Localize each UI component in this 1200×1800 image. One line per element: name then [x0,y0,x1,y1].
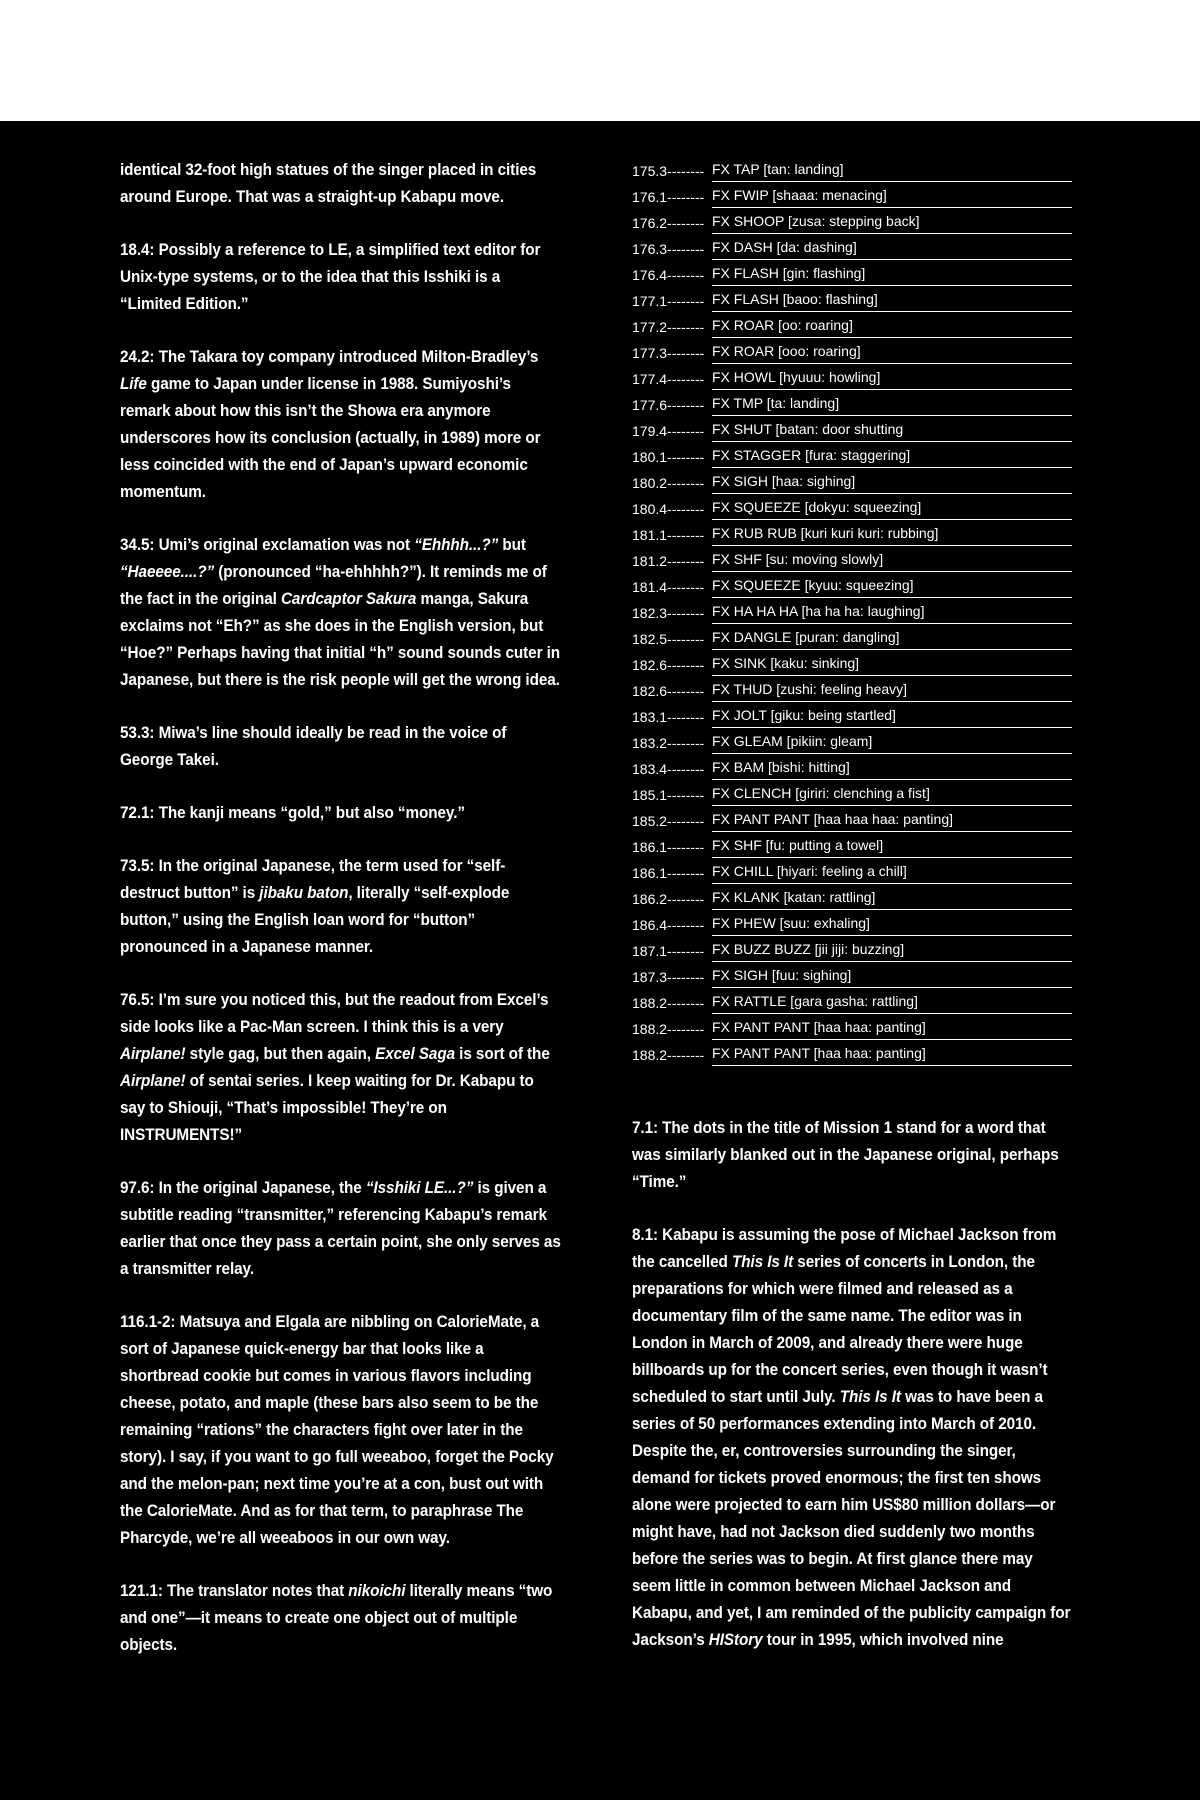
fx-row [632,208,1072,234]
fx-page-ref [632,681,712,702]
fx-page-number: 180.2 [632,475,668,491]
fx-description: FX KLANK [katan: rattling] [712,887,1072,910]
translation-note [120,531,561,693]
fx-description: FX JOLT [giku: being startled] [712,705,1072,728]
note-italic-text: Life [120,374,147,393]
fx-page-number: 182.6 [632,683,668,699]
fx-page-ref [632,759,712,780]
fx-page-ref [632,213,712,234]
fx-leader-dashes: -------- [667,891,705,907]
fx-description: FX TAP [tan: landing] [712,159,1072,182]
fx-page-ref [632,447,712,468]
fx-row [632,572,1072,598]
fx-page-ref [632,369,712,390]
fx-description: FX PHEW [suu: exhaling] [712,913,1072,936]
translation-note [120,1308,561,1551]
fx-page-number: 176.1 [632,189,668,205]
note-text: is given a subtitle reading “transmitter,” referencing Kabapu’s remark earlier that once they pass a certain point, she only serves as a transmitter relay. [120,1178,561,1278]
right-notes [632,1114,1072,1653]
fx-description: FX CHILL [hiyari: feeling a chill] [712,861,1072,884]
note-italic-text: Excel Saga [375,1044,456,1063]
fx-page-ref [632,421,712,442]
fx-row [632,494,1072,520]
fx-row [632,234,1072,260]
note-text: 73.5: In the original Japanese, the term used for “self-destruct button” is [120,856,506,902]
fx-page-ref [632,499,712,520]
fx-leader-dashes: -------- [667,579,705,595]
fx-description: FX FWIP [shaaa: menacing] [712,185,1072,208]
fx-page-ref [632,707,712,728]
fx-leader-dashes: -------- [667,865,705,881]
fx-description: FX DANGLE [puran: dangling] [712,627,1072,650]
fx-page-ref [632,629,712,650]
fx-page-ref [632,577,712,598]
note-italic-text: Cardcaptor Sakura [280,589,417,608]
fx-page-ref [632,941,712,962]
fx-page-number: 176.3 [632,241,668,257]
fx-row [632,364,1072,390]
fx-leader-dashes: -------- [667,1047,705,1063]
fx-leader-dashes: -------- [667,293,705,309]
note-italic-text: jibaku baton [259,883,349,902]
fx-description: FX SHUT [batan: door shutting [712,419,1072,442]
note-italic-text: HIStory [708,1630,763,1649]
fx-leader-dashes: -------- [667,371,705,387]
fx-page-ref [632,1019,712,1040]
fx-page-ref [632,733,712,754]
note-text: style gag, but then again, [185,1044,376,1063]
fx-leader-dashes: -------- [667,553,705,569]
fx-row [632,676,1072,702]
fx-page-number: 180.1 [632,449,668,465]
translation-note [120,719,561,773]
fx-row [632,858,1072,884]
fx-leader-dashes: -------- [667,163,705,179]
note-text: 8.1: Kabapu is assuming the pose of Michael Jackson from the cancelled [632,1225,1057,1271]
fx-row [632,182,1072,208]
fx-description: FX SQUEEZE [dokyu: squeezing] [712,497,1072,520]
fx-page-number: 183.1 [632,709,668,725]
fx-page-ref [632,811,712,832]
translation-note [632,1221,1073,1653]
note-text: was to have been a series of 50 performances extending into March of 2010. Despite the, er, controversies surrounding the singer, demand for tickets proved enormous; the first ten shows alone were projected to earn him US$80 million dollars—or might have, had not Jackson died suddenly two months before the series was to begin. At first glance there may seem little in common between Michael Jackson and Kabapu, and yet, I am reminded of the publicity campaign for Jackson’s [632,1387,1071,1649]
translation-note [120,236,561,317]
page-background [0,121,1200,1800]
fx-row [632,312,1072,338]
fx-description: FX HA HA HA [ha ha ha: laughing] [712,601,1072,624]
fx-row [632,650,1072,676]
note-text: 121.1: The translator notes that [120,1581,349,1600]
fx-page-number: 177.2 [632,319,668,335]
note-text: game to Japan under license in 1988. Sumiyoshi’s remark about how this isn’t the Showa era anymore underscores how its conclusion (actually, in 1989) more or less coincided with the end of Japan’s upward economic momentum. [120,374,541,501]
note-text: 116.1-2: Matsuya and Elgala are nibbling on CalorieMate, a sort of Japanese quick-energy bar that looks like a shortbread cookie but comes in various flavors including cheese, potato, and maple (these bars also seem to be the remaining “rations” the characters fight over later in the story). I say, if you want to go full weeaboo, forget the Pocky and the melon-pan; next time you’re at a con, bust out with the CalorieMate. And as for that term, to paraphrase The Pharcyde, we’re all weeaboos in our own way. [120,1312,554,1547]
fx-row [632,624,1072,650]
fx-row [632,780,1072,806]
translation-note [120,852,561,960]
fx-page-number: 181.1 [632,527,668,543]
fx-row [632,884,1072,910]
fx-page-ref [632,551,712,572]
fx-page-ref [632,915,712,936]
fx-leader-dashes: -------- [667,501,705,517]
fx-page-ref [632,317,712,338]
note-italic-text: Airplane! [120,1071,186,1090]
fx-row [632,520,1072,546]
fx-page-number: 186.1 [632,839,668,855]
fx-description: FX SIGH [fuu: sighing] [712,965,1072,988]
fx-row [632,1014,1072,1040]
fx-page-ref [632,291,712,312]
note-italic-text: Airplane! [120,1044,186,1063]
note-italic-text: “Isshiki LE...?” [365,1178,474,1197]
fx-leader-dashes: -------- [667,397,705,413]
fx-page-ref [632,239,712,260]
note-text: 72.1: The kanji means “gold,” but also “money.” [120,803,465,822]
translation-note [120,343,561,505]
fx-leader-dashes: -------- [667,709,705,725]
fx-row [632,468,1072,494]
fx-leader-dashes: -------- [667,241,705,257]
note-text: , literally “self-explode button,” using the English loan word for “button” pronounced in a Japanese manner. [120,883,510,956]
fx-description: FX FLASH [baoo: flashing] [712,289,1072,312]
fx-page-number: 183.2 [632,735,668,751]
fx-page-ref [632,525,712,546]
fx-description: FX SINK [kaku: sinking] [712,653,1072,676]
translation-note [120,156,561,210]
fx-row [632,286,1072,312]
fx-page-ref [632,837,712,858]
fx-description: FX SIGH [haa: sighing] [712,471,1072,494]
left-column [120,156,560,1684]
right-column [632,156,1072,1679]
fx-page-number: 187.1 [632,943,668,959]
fx-page-number: 185.2 [632,813,668,829]
fx-description: FX FLASH [gin: flashing] [712,263,1072,286]
fx-page-number: 186.4 [632,917,668,933]
fx-row [632,728,1072,754]
fx-page-ref [632,889,712,910]
fx-page-ref [632,1045,712,1066]
fx-description: FX BAM [bishi: hitting] [712,757,1072,780]
fx-page-ref [632,187,712,208]
fx-leader-dashes: -------- [667,527,705,543]
fx-row [632,338,1072,364]
fx-page-ref [632,967,712,988]
fx-description: FX SQUEEZE [kyuu: squeezing] [712,575,1072,598]
fx-page-number: 182.5 [632,631,668,647]
translation-note [120,1174,561,1282]
fx-page-number: 177.6 [632,397,668,413]
fx-leader-dashes: -------- [667,995,705,1011]
note-text: 7.1: The dots in the title of Mission 1 stand for a word that was similarly blanked out in the Japanese original, perhaps “Time.” [632,1118,1059,1191]
fx-leader-dashes: -------- [667,969,705,985]
note-text: (pronounced “ha-ehhhhh?”). It reminds me of the fact in the original [120,562,547,608]
fx-page-number: 177.1 [632,293,668,309]
fx-page-number: 188.2 [632,995,668,1011]
fx-leader-dashes: -------- [667,267,705,283]
fx-page-number: 182.6 [632,657,668,673]
fx-page-ref [632,473,712,494]
fx-page-ref [632,161,712,182]
fx-leader-dashes: -------- [667,215,705,231]
fx-description: FX CLENCH [giriri: clenching a fist] [712,783,1072,806]
fx-page-number: 176.2 [632,215,668,231]
note-text: series of concerts in London, the preparations for which were filmed and released as a documentary film of the same name. The editor was in London in March of 2009, and already there were huge billboards up for the concert series, even though it wasn’t scheduled to start until July. [632,1252,1048,1406]
fx-leader-dashes: -------- [667,319,705,335]
fx-description: FX GLEAM [pikiin: gleam] [712,731,1072,754]
fx-page-ref [632,343,712,364]
fx-row [632,156,1072,182]
note-text: 97.6: In the original Japanese, the [120,1178,366,1197]
translation-note [120,799,561,826]
fx-row [632,598,1072,624]
fx-page-number: 180.4 [632,501,668,517]
fx-description: FX PANT PANT [haa haa: panting] [712,1043,1072,1066]
note-text: tour in 1995, which involved nine [762,1630,1004,1649]
note-text: is sort of the [455,1044,550,1063]
fx-page-ref [632,265,712,286]
fx-leader-dashes: -------- [667,813,705,829]
fx-row [632,754,1072,780]
fx-row [632,416,1072,442]
fx-leader-dashes: -------- [667,1021,705,1037]
fx-page-number: 181.2 [632,553,668,569]
note-italic-text: “Haeeee....?” [120,562,215,581]
fx-description: FX DASH [da: dashing] [712,237,1072,260]
fx-description: FX TMP [ta: landing] [712,393,1072,416]
fx-description: FX HOWL [hyuuu: howling] [712,367,1072,390]
fx-page-number: 176.4 [632,267,668,283]
fx-page-number: 183.4 [632,761,668,777]
fx-description: FX STAGGER [fura: staggering] [712,445,1072,468]
note-italic-text: This Is It [839,1387,901,1406]
fx-row [632,988,1072,1014]
fx-leader-dashes: -------- [667,657,705,673]
fx-leader-dashes: -------- [667,631,705,647]
fx-leader-dashes: -------- [667,605,705,621]
fx-row [632,260,1072,286]
fx-description: FX RATTLE [gara gasha: rattling] [712,991,1072,1014]
fx-page-ref [632,655,712,676]
note-text: of sentai series. I keep waiting for Dr. Kabapu to say to Shiouji, “That’s impossible! They’re on INSTRUMENTS!” [120,1071,534,1144]
fx-row [632,390,1072,416]
fx-page-ref [632,993,712,1014]
fx-leader-dashes: -------- [667,345,705,361]
fx-row [632,546,1072,572]
translation-note [632,1114,1073,1195]
fx-row [632,910,1072,936]
fx-leader-dashes: -------- [667,189,705,205]
fx-row [632,962,1072,988]
fx-page-number: 188.2 [632,1047,668,1063]
note-text: literally means “two and one”—it means to create one object out of multiple objects. [120,1581,553,1654]
note-text: 76.5: I’m sure you noticed this, but the readout from Excel’s side looks like a Pac-Man screen. I think this is a very [120,990,549,1036]
fx-description: FX THUD [zushi: feeling heavy] [712,679,1072,702]
fx-leader-dashes: -------- [667,735,705,751]
fx-description: FX SHF [su: moving slowly] [712,549,1072,572]
fx-row [632,806,1072,832]
fx-description: FX ROAR [oo: roaring] [712,315,1072,338]
fx-page-number: 186.1 [632,865,668,881]
translation-note [120,986,561,1148]
fx-leader-dashes: -------- [667,683,705,699]
fx-page-number: 182.3 [632,605,668,621]
note-italic-text: This Is It [731,1252,794,1271]
fx-page-number: 181.4 [632,579,668,595]
note-text: 18.4: Possibly a reference to LE, a simplified text editor for Unix-type systems, or to the idea that this Isshiki is a “Limited Edition.” [120,240,541,313]
fx-row [632,702,1072,728]
fx-description: FX RUB RUB [kuri kuri kuri: rubbing] [712,523,1072,546]
sound-effects-list [632,156,1072,1066]
fx-leader-dashes: -------- [667,917,705,933]
note-text: 24.2: The Takara toy company introduced Milton-Bradley’s [120,347,539,366]
fx-page-number: 185.1 [632,787,668,803]
note-text: manga, Sakura exclaims not “Eh?” as she does in the English version, but “Hoe?” Perhaps having that initial “h” sound sounds cuter in Japanese, but there is the risk people will get the wrong idea. [120,589,561,689]
note-text: 53.3: Miwa’s line should ideally be read in the voice of George Takei. [120,723,507,769]
fx-description: FX PANT PANT [haa haa haa: panting] [712,809,1072,832]
fx-leader-dashes: -------- [667,761,705,777]
fx-page-number: 175.3 [632,163,668,179]
fx-page-number: 177.3 [632,345,668,361]
fx-description: FX SHOOP [zusa: stepping back] [712,211,1072,234]
fx-leader-dashes: -------- [667,787,705,803]
fx-row [632,936,1072,962]
fx-page-number: 179.4 [632,423,668,439]
fx-page-ref [632,395,712,416]
fx-row [632,1040,1072,1066]
fx-leader-dashes: -------- [667,943,705,959]
fx-row [632,442,1072,468]
fx-description: FX BUZZ BUZZ [jii jiji: buzzing] [712,939,1072,962]
fx-page-number: 186.2 [632,891,668,907]
note-italic-text: nikoichi [348,1581,406,1600]
note-text: but [498,535,526,554]
note-italic-text: “Ehhhh...?” [414,535,499,554]
fx-leader-dashes: -------- [667,423,705,439]
fx-page-ref [632,603,712,624]
fx-row [632,832,1072,858]
fx-description: FX ROAR [ooo: roaring] [712,341,1072,364]
fx-page-ref [632,863,712,884]
fx-description: FX SHF [fu: putting a towel] [712,835,1072,858]
fx-leader-dashes: -------- [667,839,705,855]
fx-page-number: 177.4 [632,371,668,387]
fx-page-ref [632,785,712,806]
fx-page-number: 187.3 [632,969,668,985]
note-text: 34.5: Umi’s original exclamation was not [120,535,415,554]
note-text: identical 32-foot high statues of the singer placed in cities around Europe. That was a straight-up Kabapu move. [120,160,537,206]
fx-leader-dashes: -------- [667,449,705,465]
fx-page-number: 188.2 [632,1021,668,1037]
fx-leader-dashes: -------- [667,475,705,491]
fx-description: FX PANT PANT [haa haa: panting] [712,1017,1072,1040]
translation-note [120,1577,561,1658]
